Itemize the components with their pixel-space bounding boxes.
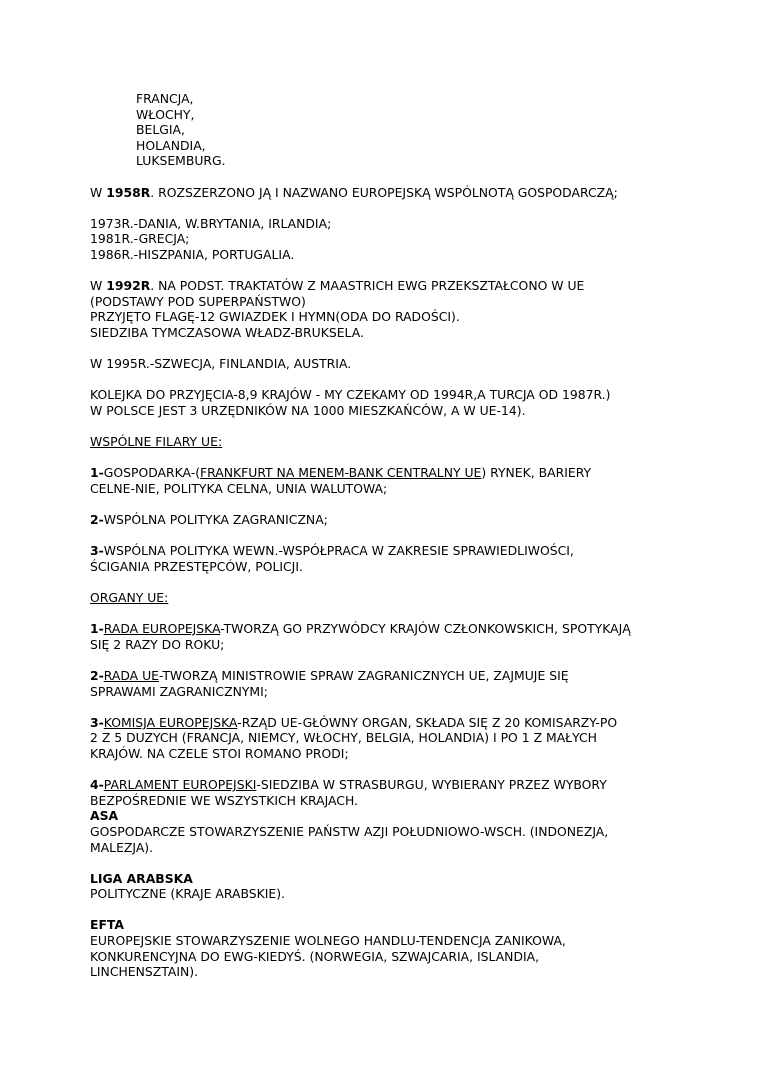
text-fragment: . ROZSZERZONO JĄ I NAZWANO EUROPEJSKĄ WSPÓLNOTĄ GOSPODARCZĄ; — [150, 184, 618, 200]
founding-countries-list — [90, 91, 690, 169]
underlined-term: RADA UE — [103, 667, 159, 683]
paragraph-1995: W 1995R.-SZWECJA, FINLANDIA, AUSTRIA. — [90, 356, 352, 372]
section-asa — [90, 808, 690, 855]
text-fragment: . NA PODST. TRAKTATÓW Z MAASTRICH EWG PRZEKSZTAŁCONO W UE — [150, 278, 585, 294]
text-fragment: ) RYNEK, BARIERY — [481, 465, 592, 481]
country-item: BELGIA, — [136, 122, 185, 138]
document-page — [90, 91, 690, 980]
text-fragment: WSPÓLNA POLITYKA ZAGRANICZNA; — [103, 512, 328, 528]
underlined-term: KOMISJA EUROPEJSKA — [103, 714, 238, 730]
organ-3 — [90, 715, 690, 762]
text-line: KOLEJKA DO PRZYJĘCIA-8,9 KRAJÓW - MY CZEKAMY OD 1994R,A TURCJA OD 1987R.) — [90, 387, 611, 403]
pillar-2 — [90, 512, 690, 528]
text-line: ŚCIGANIA PRZESTĘPCÓW, POLICJI. — [90, 558, 303, 574]
country-item: LUKSEMBURG. — [136, 153, 226, 169]
organs-heading: ORGANY UE: — [90, 590, 169, 605]
enlargement-item: 1986R.-HISZPANIA, PORTUGALIA. — [90, 246, 295, 262]
section-efta — [90, 917, 690, 979]
item-number: 1- — [90, 465, 104, 481]
text-line: SIĘ 2 RAZY DO ROKU; — [90, 636, 225, 652]
text-line: 2 Z 5 DUZYCH (FRANCJA, NIEMCY, WŁOCHY, BELGIA, HOLANDIA) I PO 1 Z MAŁYCH — [90, 730, 597, 746]
text-fragment: -RZĄD UE-GŁÓWNY ORGAN, SKŁADA SIĘ Z 20 KOMISARZY-PO — [237, 714, 618, 730]
country-item: FRANCJA, — [136, 91, 194, 106]
text-fragment: -TWORZĄ MINISTROWIE SPRAW ZAGRANICZNYCH UE, ZAJMUJE SIĘ — [159, 667, 569, 683]
text-line: MALEZJA). — [90, 839, 154, 855]
section-liga-arabska — [90, 871, 690, 902]
text-line: PRZYJĘTO FLAGĘ-12 GWIAZDEK I HYMN(ODA DO RADOŚCI). — [90, 309, 460, 325]
text-fragment: GOSPODARKA-( — [103, 465, 201, 481]
text-line: (PODSTAWY POD SUPERPAŃSTWO) — [90, 293, 306, 309]
text-line: W POLSCE JEST 3 URZĘDNIKÓW NA 1000 MIESZKAŃCÓW, A W UE-14). — [90, 402, 526, 418]
item-number: 2- — [90, 512, 104, 528]
text-line: SIEDZIBA TYMCZASOWA WŁADZ-BRUKSELA. — [90, 324, 364, 340]
enlargement-item: 1973R.-DANIA, W.BRYTANIA, IRLANDIA; — [90, 215, 332, 231]
item-number: 2- — [90, 667, 104, 683]
section-title: EFTA — [90, 917, 125, 933]
underlined-term: PARLAMENT EUROPEJSKI — [103, 777, 257, 793]
text-fragment: -SIEDZIBA W STRASBURGU, WYBIERANY PRZEZ WYBORY — [256, 777, 607, 793]
text-line: EUROPEJSKIE STOWARZYSZENIE WOLNEGO HANDLU-TENDENCJA ZANIKOWA, — [90, 933, 566, 949]
year-1992: 1992R — [106, 278, 151, 294]
country-item: HOLANDIA, — [136, 137, 206, 153]
text-fragment: W — [90, 184, 107, 200]
pillars-heading: WSPÓLNE FILARY UE: — [90, 434, 223, 450]
paragraph-1992 — [90, 278, 690, 340]
paragraph-1958 — [90, 185, 690, 201]
text-fragment: W — [90, 278, 107, 294]
enlargement-item: 1981R.-GRECJA; — [90, 231, 190, 247]
section-title: ASA — [90, 808, 119, 824]
underlined-term: RADA EUROPEJSKA — [103, 621, 221, 637]
item-number: 3- — [90, 714, 104, 730]
item-number: 4- — [90, 777, 104, 793]
text-line: BEZPOŚREDNIE WE WSZYSTKICH KRAJACH. — [90, 792, 358, 808]
underlined-term: FRANKFURT NA MENEM-BANK CENTRALNY UE — [200, 465, 482, 481]
organ-1 — [90, 621, 690, 652]
text-line: KRAJÓW. NA CZELE STOI ROMANO PRODI; — [90, 745, 349, 761]
text-line: POLITYCZNE (KRAJE ARABSKIE). — [90, 886, 285, 902]
text-line: LINCHENSZTAIN). — [90, 964, 199, 980]
organ-2 — [90, 668, 690, 699]
text-line: GOSPODARCZE STOWARZYSZENIE PAŃSTW AZJI POŁUDNIOWO-WSCH. (INDONEZJA, — [90, 823, 609, 839]
country-item: WŁOCHY, — [136, 106, 195, 122]
section-title: LIGA ARABSKA — [90, 870, 193, 886]
year-1958: 1958R — [106, 184, 151, 200]
pillar-3 — [90, 543, 690, 574]
text-fragment: -TWORZĄ GO PRZYWÓDCY KRAJÓW CZŁONKOWSKICH, SPOTYKAJĄ — [220, 621, 631, 637]
pillar-1 — [90, 465, 690, 496]
item-number: 1- — [90, 621, 104, 637]
enlargement-list — [90, 216, 690, 263]
item-number: 3- — [90, 543, 104, 559]
text-fragment: WSPÓLNA POLITYKA WEWN.-WSPÓŁPRACA W ZAKRESIE SPRAWIEDLIWOŚCI, — [103, 543, 574, 559]
text-line: SPRAWAMI ZAGRANICZNYMI; — [90, 683, 268, 699]
paragraph-queue — [90, 387, 690, 418]
organ-4 — [90, 777, 690, 808]
text-line: CELNE-NIE, POLITYKA CELNA, UNIA WALUTOWA; — [90, 480, 388, 496]
text-line: KONKURENCYJNA DO EWG-KIEDYŚ. (NORWEGIA, SZWAJCARIA, ISLANDIA, — [90, 948, 540, 964]
